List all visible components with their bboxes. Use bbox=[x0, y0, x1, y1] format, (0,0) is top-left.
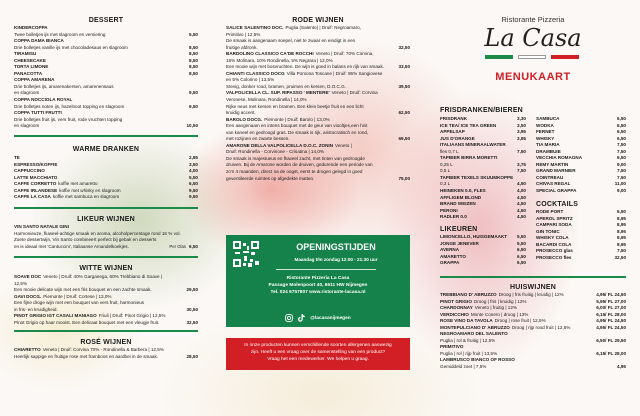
item-name: BACARDI COLA bbox=[536, 241, 572, 247]
rose-wijnen-list bbox=[14, 347, 198, 360]
item-name: VERDICCHIO bbox=[440, 311, 469, 317]
item-description: Gemiddeld zoet | 7,5% bbox=[440, 364, 487, 370]
item-name: LATTE MACCHIATO bbox=[14, 174, 58, 180]
item-name: TIA MARIA bbox=[536, 142, 560, 148]
menu-item-line bbox=[226, 176, 410, 183]
item-price: 6,50 bbox=[617, 129, 626, 135]
menu-item bbox=[226, 117, 410, 143]
item-name: SOAVE DOC bbox=[14, 274, 42, 279]
item-name: PANACOTTA bbox=[14, 70, 43, 76]
item-price: 39,50 bbox=[398, 83, 410, 89]
item-name: ITALIAANS MINERAALWATER bbox=[440, 142, 506, 148]
allergen-line: In onze producten kunnen verschillende soorten allergenen aanwezig bbox=[244, 343, 392, 348]
witte-wijnen-list bbox=[14, 274, 198, 326]
item-name: PROSECCO fles bbox=[536, 254, 572, 260]
instagram-icon[interactable] bbox=[285, 314, 293, 322]
item-price: 6,50 bbox=[517, 260, 526, 266]
likeuren-title: LIKEUREN bbox=[440, 226, 478, 233]
item-price: 32,50 bbox=[186, 319, 198, 325]
logo-name: La Casa bbox=[484, 24, 582, 52]
menu-item bbox=[14, 313, 198, 326]
divider bbox=[14, 135, 198, 137]
logo-subtitle: Ristorante Pizzeria bbox=[501, 15, 565, 24]
menu-item bbox=[226, 25, 410, 51]
item-price: 8,95 bbox=[617, 241, 626, 247]
item-description: Puglia (Salento) | Druif: Negroamaro, bbox=[285, 25, 361, 30]
item-price: 5,50 bbox=[517, 234, 526, 239]
item-name: VECCHIA ROMAGNA bbox=[536, 155, 583, 161]
menu-item bbox=[14, 110, 198, 130]
item-price: 4,50 bbox=[517, 194, 526, 200]
item-price: 4,95/ FL 24,50 bbox=[596, 318, 626, 324]
contact: Tel. 024 6757807 www.ristorante-lacasa.nl bbox=[270, 290, 366, 295]
item-price: 7,50 bbox=[617, 248, 626, 254]
likeuren-list bbox=[440, 234, 526, 267]
rode-wijnen-title: RODE WIJNEN bbox=[292, 17, 344, 24]
item-description: Drie bolletjes ijs, amarenakersen, amarenensaus bbox=[14, 83, 114, 89]
item-name: WODKA bbox=[536, 122, 554, 128]
social-row bbox=[226, 314, 410, 322]
menu-item bbox=[14, 274, 198, 294]
menu-item-line bbox=[14, 123, 198, 130]
item-price: 8,50 bbox=[189, 64, 198, 70]
rose-wijnen-title: ROSÉ WIJNEN bbox=[80, 339, 132, 346]
item-price: 9,50 bbox=[189, 103, 198, 109]
item-description: geventileerde ruimtes op afgedekte matten. bbox=[226, 175, 315, 181]
item-name: SPECIAL GRAPPA bbox=[536, 188, 577, 194]
item-description: Veronese, Molinara, Rondinella | 14,0% bbox=[226, 97, 307, 103]
huiswijnen-title: HUISWIJNEN bbox=[510, 284, 556, 291]
item-price: 4,00 bbox=[517, 188, 526, 194]
item-name: TE bbox=[14, 155, 20, 160]
item-name: SALICE SALENTINO DOC. bbox=[226, 25, 284, 30]
item-price: 5,50 bbox=[189, 174, 198, 180]
item-price: 8,95 bbox=[617, 235, 626, 241]
menu-item-line bbox=[440, 260, 526, 267]
item-name: CHARDONNAY bbox=[440, 305, 473, 311]
item-name: CAFFE IRLANDESE bbox=[14, 187, 58, 193]
item-name: COINTREAU bbox=[536, 174, 564, 180]
item-name: BARDOLINO CLASSICO CA'DE ROCCHI bbox=[226, 51, 314, 57]
huiswijnen-list bbox=[440, 292, 626, 371]
item-price: 75,00 bbox=[398, 175, 410, 181]
item-description: Een mooie wijn met bosvruchten. De wijn is goed in balans en rijk van smaak. bbox=[226, 64, 385, 70]
item-name: COPPA NOCCIOLA ROYAL bbox=[14, 97, 73, 103]
item-description: Droog | fris | kruidig | 12% bbox=[473, 298, 527, 304]
item-name: KINDERCOPPA bbox=[14, 25, 48, 30]
item-name: JONGE JENEVER bbox=[440, 240, 479, 246]
item-description: Harmonieuze, fluweel-achtige smaak en aroma, alcoholpercentage rond 16 % vol. bbox=[14, 230, 181, 236]
divider bbox=[14, 256, 198, 258]
item-price: 32,50 bbox=[614, 254, 626, 260]
frisdranken-list bbox=[440, 116, 526, 221]
item-price: 6,50 bbox=[189, 243, 198, 249]
item-description: Monte Conero | droog | 13% bbox=[470, 311, 529, 317]
item-price: 7,50 bbox=[617, 142, 626, 148]
item-price: 3,75 bbox=[517, 161, 526, 167]
item-description: Piemonte | Druif: Cortese | 13,0% bbox=[43, 293, 112, 299]
item-name: LAMBRUSCO BIANCO OF ROSSO bbox=[440, 357, 515, 363]
social-handle[interactable]: @lacasanijmegen bbox=[310, 315, 351, 321]
menu-item bbox=[226, 51, 410, 71]
item-name: HEINEKEN 0.0, FLES bbox=[440, 188, 486, 194]
item-name: FERNET bbox=[536, 129, 555, 135]
item-description: en is ideaal met 'Cantuccini', Italiaanse Amandelkoekjes. bbox=[14, 243, 129, 249]
item-price: 7,50 bbox=[617, 148, 626, 154]
item-price: 8,50 bbox=[189, 70, 198, 76]
item-price: 28,50 bbox=[186, 353, 198, 359]
item-price: 9,50 bbox=[189, 187, 198, 193]
menu-item bbox=[14, 77, 198, 97]
item-name: APPELSAP bbox=[440, 129, 465, 135]
item-price: 8,50 bbox=[189, 57, 198, 63]
menu-item bbox=[440, 331, 626, 344]
dessert-list bbox=[14, 25, 198, 130]
item-description: en 5% Colorino | 13,5% bbox=[226, 77, 275, 83]
menu-item bbox=[440, 214, 526, 221]
item-price: 5,50 bbox=[189, 31, 198, 37]
item-description: Drie bolletjes vanille ijs met chocoladesaus en slagroom bbox=[14, 44, 128, 50]
item-description: met rozijnen en zwarte bessen. bbox=[226, 136, 290, 142]
menu-item bbox=[14, 347, 198, 360]
tiktok-icon[interactable] bbox=[298, 314, 305, 322]
item-name: COPPA DAMA BIANCA bbox=[14, 38, 64, 44]
item-name: VALPOLICELLA CL. SUP. RIPASSO ' MENTERE' bbox=[226, 90, 330, 96]
witte-wijnen-title: WITTE WIJNEN bbox=[79, 265, 133, 272]
item-price: 9,00 bbox=[617, 188, 626, 194]
item-price: 29,50 bbox=[186, 287, 198, 293]
item-name: VIN SANTO NATALE GINI bbox=[14, 224, 69, 229]
item-description: Een aangenaam en intens bouquet met de geur van viooltjes,een hint bbox=[226, 123, 368, 129]
item-description: in fris- en kruidigheid. bbox=[14, 306, 58, 312]
item-description: Veneto | Druif: Corvina bbox=[331, 90, 378, 96]
item-description: Rijke neus met kersen en bramen. Een klein beetje fruit en een licht bbox=[226, 103, 364, 109]
menu-item bbox=[226, 143, 410, 182]
item-price: 9,50 bbox=[189, 90, 198, 96]
item-name: WHISKY bbox=[536, 135, 555, 141]
item-description: De smaak is majestueus en fluweel zacht, met tinten van gedroogde bbox=[226, 155, 365, 161]
item-name: DRAMBUIE bbox=[536, 148, 561, 154]
item-price: 11,00 bbox=[614, 181, 626, 187]
item-price: 2,95 bbox=[189, 155, 198, 160]
menu-item bbox=[14, 224, 198, 250]
item-description: Droog | rose fruit | 12,5% bbox=[494, 318, 546, 324]
opening-hours-title: OPENINGSTIJDEN bbox=[296, 242, 376, 252]
item-description: Puglia | rol & fruitig | 12,5% bbox=[440, 337, 496, 343]
item-price: 4,50 bbox=[517, 181, 526, 187]
item-name: COPPA AMARENA bbox=[14, 77, 55, 83]
item-description: 15% Molinara, 10% Rondinella, 5% Negrara | 12,0% bbox=[226, 57, 333, 63]
menu-item-line bbox=[536, 255, 626, 262]
item-description: van kaneel en gedroogd gras. De smaak is rijk, aristocratisch en rond, bbox=[226, 129, 369, 135]
restaurant-name: Ristorante Pizzeria La Casa bbox=[286, 276, 350, 281]
item-price: 4,95/ FL 24,50 bbox=[596, 324, 626, 330]
item-name: NEGROAMARO DEL SALENTO bbox=[440, 331, 508, 337]
opening-hours-text: Maandag t/m zondag 12:00 - 21:30 uur bbox=[294, 257, 378, 262]
menu-item-line bbox=[536, 188, 626, 195]
item-name: COPPA TUTTI FRUTTI bbox=[14, 110, 62, 116]
item-description: Heerlijk sappige en fruitige rose met framboos en aardbei in de smaak. bbox=[14, 353, 159, 359]
item-unit: Per Glas bbox=[169, 243, 187, 249]
item-price: 8,50 bbox=[189, 51, 198, 57]
item-price: 5,50 bbox=[617, 209, 626, 214]
item-description: druiven. Bij de Amarone worden de druiven, gedurende een periode van bbox=[226, 162, 373, 168]
item-price: 6,50 bbox=[189, 181, 198, 187]
item-price: 5,50 bbox=[517, 240, 526, 246]
address-block bbox=[226, 275, 410, 296]
item-description: Stevig, donker rood, bramen, pruimen en kersen, D.O.C.G. bbox=[226, 83, 347, 89]
item-description: Veneto | Druif: 40% Garganega, 60% Trebbiano di Soave | bbox=[43, 274, 163, 279]
item-description: Droog | rijp rood fruit | 12,5% bbox=[511, 324, 571, 330]
item-price: 6,15/ FL 28,00 bbox=[596, 350, 626, 356]
menu-item bbox=[536, 188, 626, 195]
item-name: TIRAMISU bbox=[14, 51, 37, 57]
allergen-line: Vraag het een medewerker. We helpen u graag. bbox=[267, 357, 369, 362]
divider bbox=[14, 207, 198, 209]
item-description: Veneto | Druif: 70% Corvina, bbox=[315, 51, 374, 57]
item-price: 10,50 bbox=[186, 123, 198, 129]
menu-item-line bbox=[440, 364, 626, 371]
likeur-wijnen-list bbox=[14, 224, 198, 250]
item-description: Een mooie delicate wijn met een fris bouquet en een zachte smaak. bbox=[14, 287, 152, 293]
item-price: 7,50 bbox=[517, 148, 526, 154]
item-name: PINOT GRIGIO bbox=[440, 298, 472, 304]
dessert-title: DESSERT bbox=[88, 17, 124, 24]
item-name: CAPPUCCINO bbox=[14, 168, 45, 174]
menu-item bbox=[440, 357, 626, 370]
item-name: MONTEPULCIANO D' ABRUZZO bbox=[440, 324, 510, 330]
item-name: REMY MARTIN bbox=[536, 161, 569, 167]
item-price: 4,50 bbox=[517, 201, 526, 207]
item-price: 8,50 bbox=[189, 44, 198, 50]
menu-item bbox=[14, 38, 198, 51]
item-variant: 0,25 L bbox=[440, 161, 453, 167]
item-description: Friuli | Druif: Pinot Grigio | 12,5% bbox=[98, 313, 166, 319]
allergen-notice bbox=[226, 338, 410, 370]
item-name: LIMONCELLO, HUISGEMAAKT bbox=[440, 234, 508, 239]
item-description: Droog | fris fruitig | kruidig | 12% bbox=[498, 292, 564, 297]
item-price: 6,00/ FL 27,00 bbox=[596, 305, 626, 311]
menu-item-line bbox=[14, 320, 198, 327]
item-description: en slagroom bbox=[14, 123, 40, 129]
item-name: PRIMITIVO bbox=[440, 344, 464, 350]
cocktails-title: COCKTAILS bbox=[536, 201, 579, 208]
item-name: FRISDRANK bbox=[440, 116, 468, 121]
item-description: fruitige afdronk. bbox=[226, 44, 258, 50]
menu-item bbox=[14, 194, 198, 201]
divider bbox=[276, 269, 376, 270]
item-price: 8,95 bbox=[617, 215, 626, 221]
item-name: PERONI bbox=[440, 207, 458, 213]
item-variant: fles 0,7 L bbox=[440, 148, 459, 154]
item-variant: 0,3 L bbox=[440, 181, 451, 187]
item-name: CHEESECAKE bbox=[14, 57, 46, 63]
item-description: 12,5% bbox=[14, 280, 28, 286]
item-price: 9,00 bbox=[617, 161, 626, 167]
menu-item-line bbox=[440, 214, 526, 221]
item-name: ESPRESSO/KOFFIE bbox=[14, 161, 58, 167]
menu-item-line bbox=[14, 194, 198, 201]
item-description: kruidig accent. bbox=[226, 110, 256, 116]
item-price: 3,95 bbox=[517, 135, 526, 141]
item-name: AMARONE DELLA VALPOLICELLA D.O.C. ZONIN bbox=[226, 142, 334, 148]
item-name: TREBBIANO D' ABRUZZO bbox=[440, 292, 497, 297]
item-description: Pinot Grigio op haar mooist. Een delicaat bouquet met een vleugje fruit. bbox=[14, 319, 160, 325]
item-description: Drie bolletjes fruit ijs, vers fruit, rode vruchten topping bbox=[14, 116, 123, 122]
item-description: koffie met amaretto bbox=[58, 181, 98, 187]
item-name: TAPBIER BIRRA MORETTI bbox=[440, 155, 498, 161]
item-name: TAPBIER TEXELS SKUUMKOPPE bbox=[440, 174, 514, 180]
menu-item bbox=[14, 25, 198, 38]
item-name: ICE TEA/ ICE TEA GREEN bbox=[440, 122, 497, 128]
item-price: 8,95 bbox=[617, 222, 626, 228]
item-name: JUS D'ORANGE bbox=[440, 135, 475, 141]
item-name: PINOT GRIGIO IGT CASALI MANIAGO bbox=[14, 313, 97, 319]
item-price: 33,50 bbox=[398, 64, 410, 70]
item-price: 4,95 bbox=[617, 364, 626, 370]
item-price: 6,50/ FL 29,50 bbox=[596, 337, 626, 343]
item-name: APEROL SPRITZ bbox=[536, 215, 573, 221]
item-name: RADLER 0.0 bbox=[440, 214, 467, 220]
item-price: 4,00 bbox=[189, 168, 198, 174]
item-description: zo'n 4 maanden, direct na de oogst, eerst te drogen gelegd in goed bbox=[226, 169, 363, 175]
item-price: 3,50 bbox=[517, 122, 526, 128]
item-price: 32,50 bbox=[398, 44, 410, 50]
item-price: 5,95/ FL 27,00 bbox=[596, 298, 626, 304]
item-name: GIN TONIC bbox=[536, 228, 560, 234]
item-price: 3,95 bbox=[517, 129, 526, 135]
item-name: PROSECCO glas bbox=[536, 248, 573, 254]
item-name: GRAPPA bbox=[440, 260, 460, 266]
item-price: 6,50 bbox=[517, 247, 526, 253]
item-price: 6,50 bbox=[617, 116, 626, 121]
item-name: AMARETTO bbox=[440, 253, 466, 259]
item-name: CAMPARI SODA bbox=[536, 222, 572, 228]
item-description: Veneto | Druif: Corvina 70% - Rondinella & Barbera | 12,5% bbox=[42, 347, 164, 352]
item-description: Piemonte | Druif: Barolo | 13,0% bbox=[264, 116, 330, 122]
item-name: AFFLIGEM BLOND bbox=[440, 194, 482, 200]
item-price: 7,50 bbox=[517, 168, 526, 174]
item-name: SAMBUCA bbox=[536, 116, 560, 121]
menu-item bbox=[440, 260, 526, 267]
item-price: 6,50 bbox=[517, 253, 526, 259]
menu-item bbox=[536, 255, 626, 262]
menu-item bbox=[226, 71, 410, 91]
item-name: CAFFE CORRETTO bbox=[14, 181, 57, 187]
item-price: 4,50 bbox=[517, 207, 526, 213]
item-description: Zoete dessertwijn, Vin Santo combineert perfect bij gebak en desserts bbox=[14, 237, 157, 243]
item-name: CHIANTI CLASSICO DOCG bbox=[226, 70, 285, 76]
item-description: Villa Pomona Toscane | Druif: 95% Sangiovese bbox=[286, 70, 383, 76]
rode-wijnen-list bbox=[226, 25, 410, 182]
spirits-list bbox=[536, 116, 626, 195]
flag-white bbox=[518, 55, 546, 59]
item-price: 7,50 bbox=[617, 174, 626, 180]
item-description: Puglia | rol | rijp fruit | 13,5% bbox=[440, 350, 498, 356]
menu-item bbox=[14, 294, 198, 314]
menu-item bbox=[440, 344, 626, 357]
warme-dranken-list bbox=[14, 155, 198, 201]
flag-red bbox=[551, 55, 579, 59]
item-description: Een fijne droge wijn met een bouquet van vers fruit, harmonieus bbox=[14, 300, 144, 306]
item-name: WHISKY COLA bbox=[536, 235, 569, 241]
item-name: CHIVAS REGAL bbox=[536, 181, 571, 187]
item-price: 4,50 bbox=[517, 214, 526, 220]
cocktails-list bbox=[536, 209, 626, 261]
item-price: 6,50 bbox=[617, 155, 626, 161]
item-description: koffie met whisky en slagroom bbox=[59, 187, 121, 193]
item-description: Primitivo | 12,5% bbox=[226, 31, 261, 37]
warme-dranken-title: WARME DRANKEN bbox=[72, 146, 140, 153]
opening-hours-box bbox=[226, 235, 410, 327]
item-price: 3,30 bbox=[517, 116, 526, 121]
frisdranken-title: FRISDRANKEN/BIEREN bbox=[440, 107, 523, 114]
likeur-wijnen-title: LIKEUR WIJNEN bbox=[77, 216, 135, 223]
item-price: 6,50 bbox=[617, 135, 626, 141]
item-name: GAVI DOCG. bbox=[14, 293, 42, 299]
divider bbox=[440, 276, 626, 278]
item-name: GRAND MARNIER bbox=[536, 168, 576, 174]
item-name: CHIARETTO bbox=[14, 347, 41, 352]
item-variant: 0,5 L bbox=[440, 168, 451, 174]
item-price: 8,95 bbox=[617, 228, 626, 234]
menu-item-line bbox=[14, 354, 198, 361]
item-description: Twee bolletjes ijs met slagroom en versiering bbox=[14, 31, 106, 37]
item-price: 30,50 bbox=[186, 306, 198, 312]
item-name: CAFFE LA CASA bbox=[14, 194, 51, 200]
item-description: koffie met sambuca en slagroom bbox=[52, 194, 120, 200]
item-description: en slagroom bbox=[14, 90, 40, 96]
item-description: Drie bolletjes noten ijs, hazelnoot topping en slagroom bbox=[14, 103, 125, 109]
item-price: 7,50 bbox=[617, 168, 626, 174]
qr-code-icon bbox=[233, 241, 259, 267]
address: Passage Molenpoort 40, 6511 HW Nijmegen bbox=[268, 283, 368, 288]
item-name: TORTA LIMONE bbox=[14, 64, 49, 70]
flag-green bbox=[485, 55, 513, 59]
menu-item bbox=[226, 90, 410, 116]
item-name: ROSE VINO DA TAVOLA bbox=[440, 318, 493, 324]
item-description: Druif: Rondinella - Corvinone - Crisatina | 14,0% bbox=[226, 149, 324, 155]
divider bbox=[14, 330, 198, 332]
item-description: De smaak is aangenaam soepel, niet te zwaar en eindigt in een bbox=[226, 38, 356, 44]
item-name: AVERNA bbox=[440, 247, 460, 253]
item-price: 6,15/ FL 28,00 bbox=[596, 311, 626, 317]
item-price: 69,50 bbox=[398, 136, 410, 142]
item-price: 62,50 bbox=[398, 110, 410, 116]
menu-item bbox=[14, 97, 198, 110]
menu-title: MENUKAART bbox=[495, 71, 571, 83]
item-name: BAROLO DOCG. bbox=[226, 116, 263, 122]
item-price: 4,95/ FL 24,50 bbox=[596, 292, 626, 297]
item-price: 3,50 bbox=[189, 161, 198, 167]
item-description: Veneto | bbox=[335, 142, 352, 148]
item-name: RODE PORT bbox=[536, 209, 564, 214]
menu-item-line bbox=[14, 244, 198, 251]
item-description: Veneto | fruitig | 12% bbox=[474, 305, 517, 311]
item-price: 9,50 bbox=[189, 194, 198, 200]
item-name: BRAND WEIZEN bbox=[440, 201, 476, 207]
item-price: 6,50 bbox=[617, 122, 626, 128]
allergen-line: zijn. Heeft u een vraag over de samenstelling van een product? bbox=[250, 350, 386, 355]
